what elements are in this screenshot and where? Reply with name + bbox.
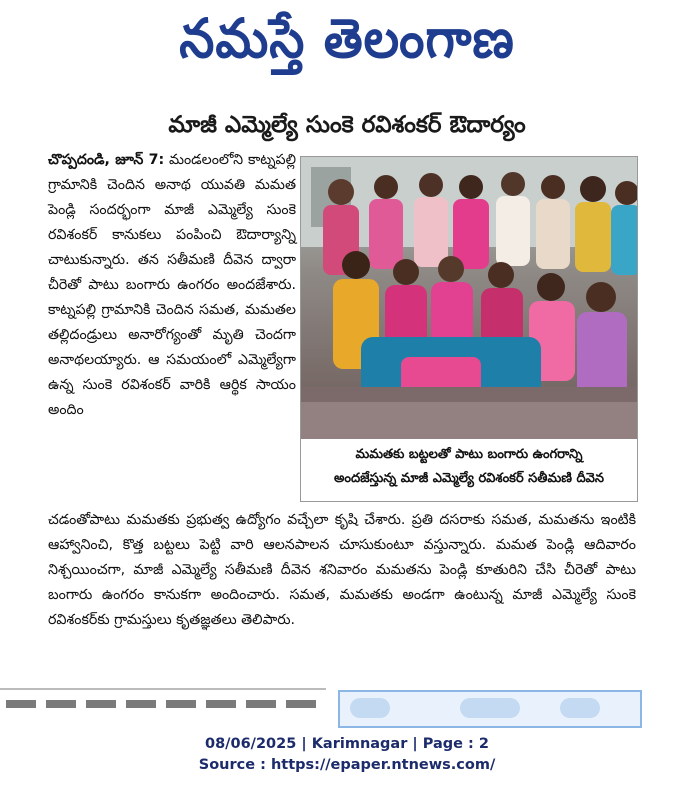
footer-source-link[interactable]: Source : https://epaper.ntnews.com/ — [198, 757, 496, 773]
article-continuation-text: చడంతోపాటు మమతకు ప్రభుత్వ ఉద్యోగం వచ్చేలా కృషి చేశారు. ప్రతి దసరాకు సమత, మమతను ఇంటికి ఆహ్వానించి, కొత్త బట్టలు పెట్టి వారి ఆలనపాలన చూసుకుంటూ వస్తున్నారు. మమత పెండ్లి ఆదివారం నిశ్చయించగా, మాజీ ఎమ్మెల్యే సతీమణి దీవెన శనివారం మమతను పెండ్లి కూతురిని చేసి చీరెతో పాటు బంగారు ఉంగరం కానుకగా అందించారు. సమత, మమతకు అండగా ఉంటున్న మాజీ ఎమ్మెల్యే సుంకె రవిశంకర్‌కు గ్రామస్తులు కృతజ్ఞతలు తెలిపారు. — [48, 512, 636, 628]
ad-decoration — [460, 698, 520, 718]
photo-caption-line-1: మమతకు బట్టలతో పాటు బంగారు ఉంగరాన్ని — [355, 447, 583, 462]
photo-caption — [301, 439, 637, 501]
ad-decoration — [560, 698, 600, 718]
source-footer — [0, 734, 694, 776]
article-headline: మాజీ ఎమ్మెల్యే సుంకె రవిశంకర్ ఔదార్యం — [168, 112, 526, 138]
footer-date-edition: 08/06/2025 | Karimnagar | Page : 2 — [205, 736, 489, 752]
article-column-paragraph: మండలంలోని కాట్నపల్లి గ్రామానికి చెందిన అనాథ యువతి మమత పెండ్లి సందర్భంగా మాజీ ఎమ్మెల్యే సుంకె రవిశంకర్ కానుకలు పంపించి ఔదార్యాన్ని చాటుకున్నారు. తన సతీమణి దీవెన ద్వారా చీరెతో పాటు బంగారు ఉంగరం అందజేశారు. కాట్నపల్లి గ్రామానికి చెందిన సమత, మమతల తల్లిదండ్రులు అనారోగ్యంతో మృతి చెందగా అనాథలయ్యారు. ఆ సమయంలో ఎమ్మెల్యేగా ఉన్న సుంకె రవిశంకర్ వారికి ఆర్థిక సాయం అందిం — [48, 152, 296, 418]
adjacent-article-cropped — [6, 700, 326, 720]
article-dateline: చొప్పదండి, జూన్ 7: — [48, 152, 165, 168]
newspaper-masthead — [0, 0, 694, 90]
masthead-title: నమస్తే తెలంగాణ — [179, 6, 515, 70]
adjacent-article-divider — [0, 688, 326, 690]
article-photo-block — [300, 156, 638, 502]
article-body — [48, 148, 636, 678]
adjacent-ad-cropped — [338, 690, 642, 728]
group-photo-illustration — [301, 157, 637, 439]
article-column-text — [48, 148, 296, 423]
article-photo — [301, 157, 637, 439]
ad-decoration — [350, 698, 390, 718]
photo-caption-line-2: అందజేస్తున్న మాజీ ఎమ్మెల్యే రవిశంకర్ సతీమణి దీవెన — [333, 471, 605, 486]
